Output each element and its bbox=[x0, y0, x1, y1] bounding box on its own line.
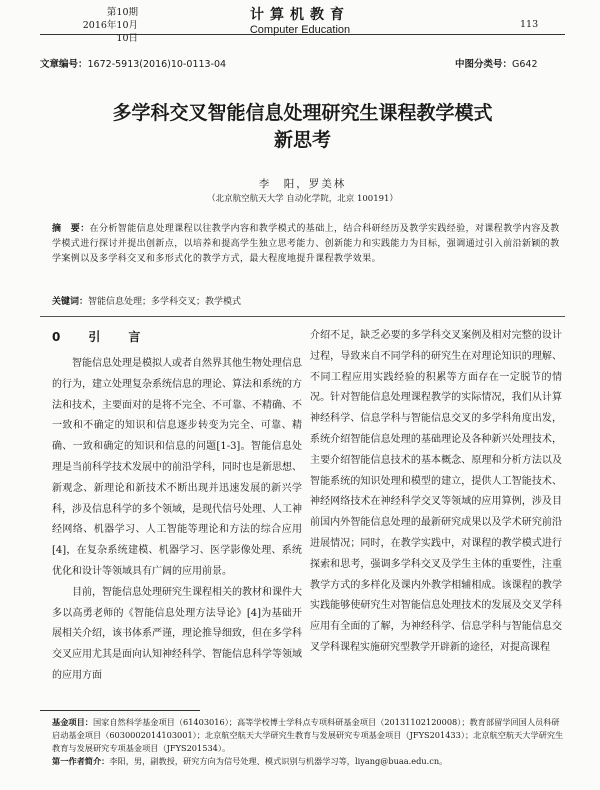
article-number-label: 文章编号： bbox=[40, 59, 88, 70]
body-paragraph: 智能信息处理是模拟人或者自然界其他生物处理信息的行为，建立处理复杂系统信息的理论、算法和系统的方法和技术，主要面对的是将不完全、不可靠、不精确、不一致和不确定的知识和信息逐步转变为完全、可靠、精确、一致和确定的知识和信息的问题[1-3]。智能信息处理是当前科学技术发展中的前沿学科，同时也是新思想、新观念、新理论和新技术不断出现并迅速发展的新兴学科，涉及信息科学的多个领域，是现代信号处理、人工神经网络、机器学习、人工智能等理论和方法的综合应用[4]，在复杂系统建模、机器学习、医学影像处理、系统优化和设计等领域具有广阔的应用前景。 bbox=[52, 358, 302, 577]
running-header-issue bbox=[78, 6, 138, 45]
abstract bbox=[52, 222, 560, 267]
abstract-divider bbox=[40, 316, 565, 317]
paper-title-line-1: 多学科交叉智能信息处理研究生课程教学模式 bbox=[112, 102, 493, 124]
abstract-label: 摘 要： bbox=[52, 224, 90, 234]
issue-number: 第10期 bbox=[106, 7, 138, 18]
abstract-text: 在分析智能信息处理课程以往教学内容和教学模式的基础上，结合科研经历及教学实践经验，对课程教学内容及教学模式进行探讨并提出创新点，以培养和提高学生独立思考能力、创新能力和实践能力为目标，强调通过引入前沿新颖的教学案例以及多学科交叉和多形式化的教学方式，最大程度地提升课程教学效果。 bbox=[52, 224, 560, 264]
section-heading: 0 引 言 bbox=[52, 330, 149, 344]
classification-label: 中图分类号： bbox=[455, 59, 513, 70]
body-paragraph: 目前，智能信息处理研究生课程相关的教材和课件大多以高勇老师的《智能信息处理方法导论》[4]为基础开展相关介绍，该书体系严谨，理论推导细致，但在多学科交叉应用尤其是面向认知神经科学、智能信息科学等领域的应用方面 bbox=[52, 586, 302, 681]
header-divider bbox=[40, 34, 565, 35]
footnote-divider bbox=[40, 710, 200, 711]
funding-text: 国家自然科学基金项目（61403016）；高等学校博士学科点专项科研基金项目（20131102120008）；教育部留学回国人员科研启动基金项目（6030002014103001）；北京航空航天大学研究生教育与发展研究专项基金项目（JFYS201433）；北京航空航天大学研究生教育与发展研究专项基金项目（JFYS201534）。 bbox=[52, 717, 564, 753]
keywords-label: 关键词： bbox=[52, 297, 89, 307]
author-bio-note bbox=[52, 755, 564, 768]
funding-note bbox=[52, 716, 564, 755]
funding-label: 基金项目： bbox=[52, 717, 93, 727]
journal-title-cn: 计算机教育 bbox=[250, 7, 350, 23]
body-paragraph: 介绍不足，缺乏必要的多学科交叉案例及相对完整的设计过程，导致来自不同学科的研究生在对理论知识的理解、不同工程应用实践经验的积累等方面存在一定脱节的情况。针对智能信息处理课程教学的实际情况，我们从计算神经科学、信息学科与智能信息交叉的多学科角度出发，系统介绍智能信息处理的基础理论及各种新兴处理技术，主要介绍智能信息技术的基本概念、原理和分析方法以及智能系统的知识处理和模型的建立，提供人工智能技术、神经网络技术在神经科学交叉等领域的应用算例，涉及目前国内外智能信息处理的最新研究成果以及学术研究前沿进展情况；同时，在教学实践中，对课程的教学模式进行探索和思考，强调多学科交叉及学生主体的重要性，注重教学方式的多样化及课内外教学相辅相成。该课程的教学实践能够使研究生对智能信息处理技术的发展及交叉学科应用有全面的了解，为神经科学、信息学科与智能信息交叉学科课程实施研究型教学开辟新的途径，对提高课程 bbox=[310, 330, 562, 653]
journal-title-en: Computer Education bbox=[249, 24, 351, 36]
keywords-text: 智能信息处理；多学科交叉；教学模式 bbox=[88, 297, 242, 307]
paper-title-line-2: 新思考 bbox=[273, 129, 331, 151]
footnotes bbox=[52, 716, 564, 768]
body-column-left bbox=[52, 354, 302, 687]
author-bio-text: 李阳，男，副教授，研究方向为信号处理、模式识别与机器学习等，liyang@buaa.edu.cn。 bbox=[109, 756, 448, 766]
author-bio-label: 第一作者简介： bbox=[52, 756, 110, 766]
affiliation: （北京航空航天大学 自动化学院，北京 100191） bbox=[207, 194, 398, 204]
article-number bbox=[40, 56, 226, 70]
journal-masthead bbox=[210, 4, 390, 36]
authors: 李 阳，罗美林 bbox=[258, 178, 347, 190]
body-column-right bbox=[310, 326, 562, 659]
classification-number bbox=[455, 56, 538, 70]
page-number: 113 bbox=[520, 19, 539, 30]
classification-value: G642 bbox=[512, 59, 538, 70]
issue-date: 2016年10月10日 bbox=[82, 20, 138, 44]
article-number-value: 1672-5913(2016)10-0113-04 bbox=[87, 59, 227, 70]
paper-title bbox=[40, 100, 565, 154]
keywords bbox=[52, 294, 560, 307]
